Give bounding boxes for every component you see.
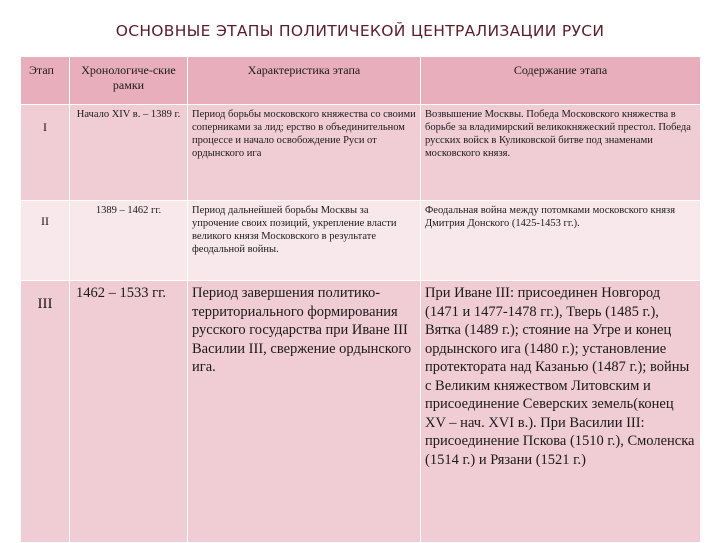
page-title: ОСНОВНЫЕ ЭТАПЫ ПОЛИТИЧЕКОЙ ЦЕНТРАЛИЗАЦИИ РУСИ xyxy=(115,22,605,40)
header-characteristic: Характеристика этапа xyxy=(188,57,421,105)
stages-table xyxy=(20,56,701,543)
header-stage: Этап xyxy=(21,57,70,105)
stage-period: 1462 – 1533 гг. xyxy=(70,281,188,543)
table-header-row xyxy=(21,57,701,105)
stage-number: II xyxy=(21,201,70,281)
stage-characteristic: Период завершения политико-территориального формирования русского государства при Иване III Василии III, свержение ордынского ига. xyxy=(188,281,421,543)
header-period: Хронологиче-ские рамки xyxy=(70,57,188,105)
table-row xyxy=(21,201,701,281)
stage-number: III xyxy=(21,281,70,543)
stage-period: Начало XIV в. – 1389 г. xyxy=(70,105,188,201)
table-row xyxy=(21,281,701,543)
stage-content: При Иване III: присоединен Новгород (1471 и 1477-1478 гг.), Тверь (1485 г.), Вятка (1489 г.); стояние на Угре и конец ордынского ига (1480 г.); установление протектората над Казанью (1487 г.); войны с Великим княжеством Литовским и присоединение Северских земель(конец XV – нач. XVI в.). При Василии III: присоединение Пскова (1510 г.), Смоленска (1514 г.) и Рязани (1521 г.) xyxy=(421,281,701,543)
stage-number: I xyxy=(21,105,70,201)
stage-content: Возвышение Москвы. Победа Московского княжества в борьбе за владимирский великокняжеский престол. Победа русских войск в Куликовской битве под знаменами московского князя. xyxy=(421,105,701,201)
stage-characteristic: Период борьбы московского княжества со своими соперниками за лид; ерство в объединительном процессе и начало освобождение Руси от ордынского ига xyxy=(188,105,421,201)
stage-period: 1389 – 1462 гг. xyxy=(70,201,188,281)
table-row xyxy=(21,105,701,201)
header-content: Содержание этапа xyxy=(421,57,701,105)
stage-content: Феодальная война между потомками московского князя Дмитрия Донского (1425-1453 гг.). xyxy=(421,201,701,281)
stage-characteristic: Период дальнейшей борьбы Москвы за упрочение своих позиций, укрепление власти великого князя Московского в результате феодальной войны. xyxy=(188,201,421,281)
